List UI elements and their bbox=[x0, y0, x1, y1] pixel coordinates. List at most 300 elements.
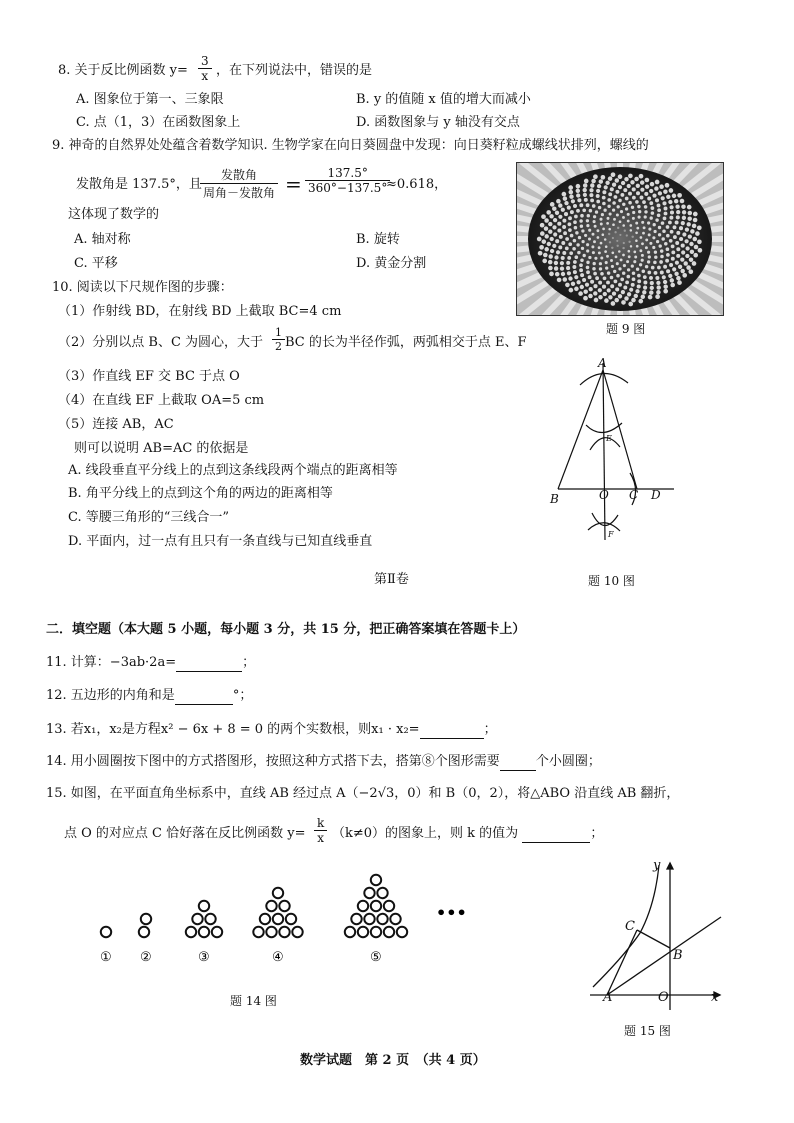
seed bbox=[574, 287, 579, 292]
seed bbox=[635, 231, 638, 234]
seed bbox=[644, 192, 648, 196]
q15-end: ； bbox=[590, 826, 604, 841]
seed bbox=[549, 272, 554, 277]
seed bbox=[695, 231, 700, 236]
seed bbox=[626, 260, 629, 263]
seed bbox=[540, 231, 545, 236]
seed bbox=[697, 239, 702, 244]
seed bbox=[607, 217, 610, 220]
q13-blank bbox=[420, 722, 484, 739]
small-circle bbox=[345, 927, 355, 937]
seed bbox=[586, 266, 590, 270]
page-footer: 数学试题 第 2 页 （共 4 页） bbox=[300, 1053, 486, 1068]
seed bbox=[605, 266, 608, 269]
seed bbox=[628, 241, 630, 243]
seed bbox=[606, 222, 609, 225]
seed bbox=[675, 261, 679, 265]
seed bbox=[633, 260, 636, 263]
seed bbox=[557, 278, 562, 283]
seed bbox=[562, 225, 566, 229]
seed bbox=[622, 271, 625, 274]
seed bbox=[670, 230, 674, 234]
seed bbox=[619, 220, 622, 223]
seed bbox=[672, 194, 677, 199]
seed bbox=[673, 235, 677, 239]
seed bbox=[634, 177, 639, 182]
seed bbox=[591, 179, 596, 184]
seed bbox=[636, 268, 639, 271]
seed bbox=[596, 229, 599, 232]
seed bbox=[666, 234, 670, 238]
seed bbox=[594, 225, 597, 228]
seed bbox=[692, 261, 697, 266]
seed bbox=[599, 179, 603, 183]
seed bbox=[660, 271, 664, 275]
q15-caption: 题 15 图 bbox=[624, 1024, 671, 1038]
small-circle bbox=[139, 927, 149, 937]
seed bbox=[685, 246, 689, 250]
seed bbox=[651, 206, 655, 210]
seed bbox=[611, 172, 616, 177]
seed bbox=[555, 211, 559, 215]
seed bbox=[607, 271, 610, 274]
seed bbox=[632, 187, 636, 191]
seed bbox=[599, 267, 602, 270]
seed bbox=[607, 198, 611, 202]
seed bbox=[618, 294, 622, 298]
q15-line2b-wrap bbox=[332, 826, 603, 843]
seed bbox=[572, 247, 576, 251]
seed bbox=[591, 245, 594, 248]
seed bbox=[654, 186, 658, 190]
seed bbox=[556, 250, 560, 254]
arc-e-2 bbox=[590, 438, 620, 450]
seed bbox=[649, 290, 653, 294]
seed bbox=[571, 282, 575, 286]
q14 bbox=[46, 754, 601, 771]
seed bbox=[603, 209, 606, 212]
seed bbox=[653, 261, 657, 265]
seed bbox=[544, 226, 549, 231]
seed bbox=[671, 245, 675, 249]
small-circle bbox=[377, 888, 387, 898]
seed bbox=[655, 198, 659, 202]
label-a: A bbox=[603, 990, 613, 1005]
seed bbox=[567, 206, 571, 210]
seed bbox=[608, 228, 611, 231]
seed bbox=[574, 226, 578, 230]
seed bbox=[628, 302, 633, 307]
label-a: A bbox=[598, 356, 607, 370]
seed bbox=[608, 176, 613, 181]
seed bbox=[627, 184, 631, 188]
seed bbox=[558, 215, 562, 219]
small-circle bbox=[371, 927, 381, 937]
seed bbox=[639, 263, 642, 266]
label-c: C bbox=[625, 919, 635, 934]
seed bbox=[655, 218, 658, 221]
seed bbox=[656, 240, 659, 243]
seed bbox=[543, 253, 548, 258]
seed bbox=[641, 259, 644, 262]
seed bbox=[598, 281, 602, 285]
seed bbox=[640, 196, 644, 200]
seed bbox=[629, 224, 632, 227]
q9-frac1-den: 周角－发散角 bbox=[203, 186, 276, 200]
figure-number-label: ③ bbox=[198, 950, 210, 965]
seed bbox=[620, 193, 624, 197]
seed bbox=[652, 236, 655, 239]
seed bbox=[652, 194, 656, 198]
q9-line3: 这体现了数学的 bbox=[68, 207, 160, 222]
seed bbox=[558, 203, 562, 207]
seed bbox=[597, 184, 601, 188]
seed bbox=[569, 190, 574, 195]
seed bbox=[649, 242, 652, 245]
segment-cb bbox=[637, 930, 670, 948]
seed bbox=[641, 254, 644, 257]
seed bbox=[663, 265, 667, 269]
seed bbox=[623, 188, 627, 192]
seed bbox=[573, 220, 577, 224]
seed bbox=[630, 245, 632, 247]
seed bbox=[565, 283, 570, 288]
seed bbox=[579, 263, 583, 267]
small-circle bbox=[273, 914, 283, 924]
seed bbox=[577, 198, 581, 202]
seed bbox=[590, 198, 594, 202]
seed bbox=[669, 188, 674, 193]
seed bbox=[666, 247, 670, 251]
continuation-dots: ••• bbox=[436, 903, 467, 922]
q13 bbox=[46, 722, 497, 739]
seed bbox=[602, 196, 606, 200]
seed bbox=[620, 258, 623, 261]
seed bbox=[557, 222, 561, 226]
small-circle bbox=[260, 914, 270, 924]
seed bbox=[607, 205, 610, 208]
seed bbox=[554, 261, 558, 265]
q9-equals: = bbox=[285, 172, 302, 196]
seed bbox=[645, 238, 648, 241]
seed bbox=[698, 248, 703, 253]
label-o: O bbox=[658, 990, 669, 1005]
small-circle bbox=[192, 914, 202, 924]
seed bbox=[602, 228, 605, 231]
seed bbox=[562, 219, 566, 223]
seed bbox=[660, 249, 663, 252]
seed bbox=[647, 251, 650, 254]
seed bbox=[553, 218, 557, 222]
seed bbox=[562, 251, 566, 255]
seed bbox=[636, 184, 640, 188]
seed bbox=[552, 244, 556, 248]
seed bbox=[601, 213, 604, 216]
seed bbox=[552, 206, 557, 211]
seed bbox=[623, 264, 626, 267]
seed bbox=[636, 227, 639, 230]
q9-frac2-den: 360°−137.5° bbox=[308, 181, 388, 195]
seed bbox=[611, 265, 614, 268]
seed bbox=[657, 208, 661, 212]
seed bbox=[588, 256, 591, 259]
seed bbox=[554, 266, 558, 270]
small-circle bbox=[273, 888, 283, 898]
seed bbox=[679, 226, 683, 230]
seed bbox=[556, 199, 561, 204]
seed bbox=[635, 200, 639, 204]
seed bbox=[616, 240, 618, 242]
seed bbox=[640, 236, 643, 239]
seed bbox=[586, 243, 589, 246]
seed bbox=[548, 260, 553, 265]
seed bbox=[586, 219, 589, 222]
seed bbox=[588, 294, 593, 299]
seed bbox=[568, 222, 572, 226]
seed bbox=[608, 192, 612, 196]
seed bbox=[564, 212, 568, 216]
seed bbox=[616, 214, 619, 217]
seed bbox=[675, 241, 679, 245]
seed bbox=[680, 199, 685, 204]
seed bbox=[642, 270, 646, 274]
seed bbox=[658, 233, 661, 236]
seed bbox=[583, 193, 587, 197]
seed bbox=[565, 246, 569, 250]
seed bbox=[615, 190, 619, 194]
seed bbox=[612, 208, 615, 211]
seed bbox=[627, 213, 630, 216]
seed bbox=[568, 242, 572, 246]
seed bbox=[670, 205, 674, 209]
seed bbox=[640, 180, 644, 184]
part-2-label: 第Ⅱ卷 bbox=[374, 572, 409, 587]
seed bbox=[671, 257, 675, 261]
seed bbox=[663, 280, 667, 284]
q10-caption: 题 10 图 bbox=[588, 574, 635, 588]
small-circle bbox=[384, 901, 394, 911]
seed bbox=[604, 238, 607, 241]
q12-end: °； bbox=[232, 688, 253, 703]
seed bbox=[589, 193, 593, 197]
seed bbox=[576, 280, 580, 284]
q8-stem-a: 8. 关于反比例函数 y= bbox=[58, 63, 188, 78]
seed bbox=[603, 292, 607, 296]
seed bbox=[550, 237, 554, 241]
seed bbox=[542, 239, 547, 244]
seed bbox=[584, 198, 588, 202]
q15-frac-den: x bbox=[317, 831, 325, 845]
seed bbox=[552, 225, 556, 229]
seed bbox=[573, 239, 577, 243]
seed bbox=[583, 296, 588, 301]
seed bbox=[585, 283, 589, 287]
seed bbox=[641, 295, 646, 300]
seed bbox=[560, 266, 564, 270]
seed bbox=[664, 207, 668, 211]
q12 bbox=[46, 688, 252, 705]
q10-option-d: D. 平面内，过一点有且只有一条直线与已知直线垂直 bbox=[68, 534, 373, 549]
seed bbox=[660, 255, 664, 259]
seed bbox=[655, 180, 660, 185]
seed bbox=[613, 218, 616, 221]
seed bbox=[549, 214, 553, 218]
seed bbox=[624, 177, 629, 182]
q9-caption: 题 9 图 bbox=[606, 322, 646, 336]
seed bbox=[606, 281, 610, 285]
seed bbox=[654, 251, 657, 254]
label-d: D bbox=[651, 488, 661, 502]
seed bbox=[544, 247, 548, 251]
seed bbox=[584, 179, 589, 184]
seed bbox=[644, 205, 648, 209]
seed bbox=[611, 301, 616, 306]
seed bbox=[612, 201, 616, 205]
seed bbox=[575, 231, 578, 234]
seed bbox=[614, 280, 618, 284]
small-circle bbox=[358, 927, 368, 937]
seed bbox=[582, 208, 586, 212]
seed bbox=[568, 185, 573, 190]
seed bbox=[676, 276, 681, 281]
seed bbox=[649, 201, 653, 205]
seed bbox=[574, 215, 578, 219]
seed bbox=[599, 218, 602, 221]
seed bbox=[614, 231, 616, 233]
seed bbox=[580, 214, 584, 218]
seed bbox=[639, 174, 644, 179]
seed bbox=[636, 245, 639, 248]
seed bbox=[544, 234, 548, 238]
seed bbox=[602, 285, 606, 289]
seed bbox=[645, 178, 650, 183]
seed bbox=[645, 246, 648, 249]
small-circle bbox=[364, 914, 374, 924]
small-circle bbox=[266, 927, 276, 937]
seed bbox=[593, 291, 597, 295]
seed bbox=[547, 242, 551, 246]
q9-frac2-num: 137.5° bbox=[305, 166, 390, 181]
seed bbox=[623, 242, 625, 244]
seed bbox=[609, 241, 611, 243]
seed bbox=[621, 290, 625, 294]
seed bbox=[557, 228, 561, 232]
q10-step2a: （2）分别以点 B、C 为圆心，大于 bbox=[58, 335, 264, 350]
q9-fraction-1 bbox=[200, 166, 278, 201]
y-axis-arrow bbox=[667, 863, 673, 869]
seed bbox=[576, 243, 579, 246]
seed bbox=[688, 269, 693, 274]
seed bbox=[618, 174, 623, 179]
seed bbox=[565, 237, 569, 241]
seed bbox=[629, 288, 633, 292]
seed bbox=[661, 221, 665, 225]
seed bbox=[628, 201, 632, 205]
seed bbox=[578, 291, 583, 296]
seed bbox=[688, 211, 693, 216]
seed bbox=[651, 266, 655, 270]
seed bbox=[621, 300, 626, 305]
seed bbox=[625, 280, 629, 284]
seed bbox=[601, 175, 606, 180]
seed bbox=[606, 255, 609, 258]
seed bbox=[569, 195, 573, 199]
seed bbox=[570, 210, 574, 214]
seed bbox=[573, 260, 577, 264]
seed bbox=[614, 195, 618, 199]
figure-number-label: ① bbox=[100, 950, 112, 965]
seed bbox=[664, 242, 668, 246]
seed bbox=[560, 261, 564, 265]
seed bbox=[602, 190, 606, 194]
seed bbox=[618, 267, 621, 270]
q12-blank bbox=[175, 688, 233, 705]
seed bbox=[651, 211, 655, 215]
seed bbox=[685, 254, 689, 258]
seed bbox=[635, 289, 639, 293]
seed bbox=[626, 234, 628, 236]
q11 bbox=[46, 655, 255, 672]
seed bbox=[625, 197, 629, 201]
seed bbox=[597, 236, 600, 239]
seed bbox=[632, 277, 636, 281]
q8-frac-num: 3 bbox=[198, 54, 212, 69]
q13-end: ； bbox=[483, 722, 497, 737]
seed bbox=[682, 232, 686, 236]
seed bbox=[689, 257, 694, 262]
seed bbox=[643, 281, 647, 285]
seed bbox=[687, 222, 691, 226]
seed bbox=[628, 250, 631, 253]
seed bbox=[583, 289, 587, 293]
q8-option-c: C. 点（1，3）在函数图象上 bbox=[76, 115, 241, 130]
seed bbox=[659, 260, 663, 264]
seed bbox=[593, 284, 597, 288]
seed bbox=[666, 195, 670, 199]
seed bbox=[544, 218, 549, 223]
seed bbox=[568, 228, 572, 232]
seed bbox=[571, 199, 575, 203]
seed bbox=[610, 259, 613, 262]
seed bbox=[659, 244, 662, 247]
q14-figure bbox=[90, 860, 480, 975]
seed bbox=[592, 204, 596, 208]
seed bbox=[675, 221, 679, 225]
q10-step4: （4）在直线 EF 上截取 OA=5 cm bbox=[58, 393, 265, 408]
seed bbox=[693, 212, 698, 217]
q10-half-den: 2 bbox=[275, 340, 282, 353]
seed bbox=[580, 273, 584, 277]
seed bbox=[682, 210, 686, 214]
q14-end: 个小圆圈； bbox=[535, 754, 601, 769]
seed bbox=[674, 272, 678, 276]
seed bbox=[616, 274, 620, 278]
seed bbox=[650, 286, 654, 290]
seed bbox=[614, 298, 619, 303]
seed bbox=[583, 254, 586, 257]
seed bbox=[581, 240, 584, 243]
seed bbox=[641, 242, 644, 245]
seed bbox=[620, 210, 623, 213]
seed bbox=[622, 247, 624, 249]
seed bbox=[548, 254, 552, 258]
seed bbox=[598, 251, 601, 254]
seed bbox=[686, 265, 691, 270]
seed bbox=[693, 237, 698, 242]
small-circle bbox=[286, 914, 296, 924]
seed bbox=[641, 221, 644, 224]
seed bbox=[598, 295, 603, 300]
